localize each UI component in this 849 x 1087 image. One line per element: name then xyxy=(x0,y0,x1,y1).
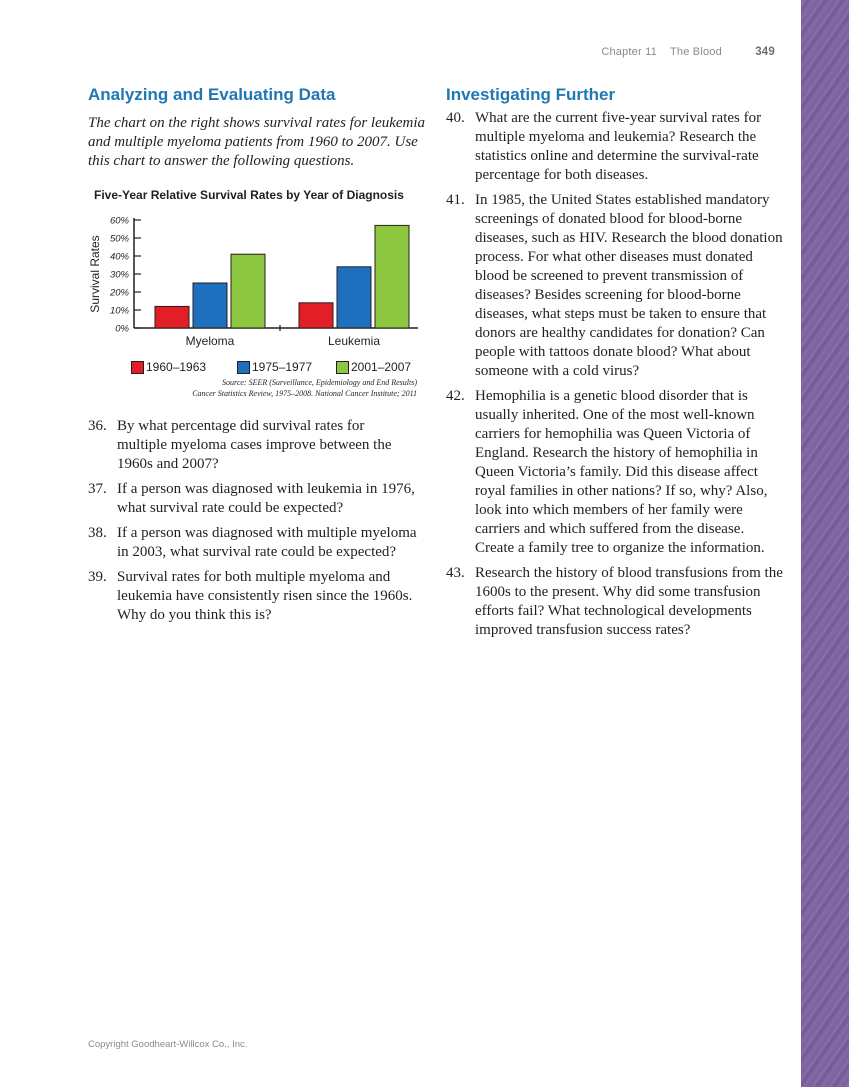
legend-item xyxy=(131,360,206,374)
right-column xyxy=(446,84,786,106)
bar-leukemia-1 xyxy=(337,267,371,328)
bar-myeloma-0 xyxy=(155,306,189,328)
question-number: 38. xyxy=(88,525,107,541)
legend-swatch xyxy=(237,361,250,374)
source-line: Cancer Statistics Review, 1975–2008. National Cancer Institute; 2011 xyxy=(192,389,417,398)
question-text: What are the current five-year survival rates for multiple myeloma and leukemia? Research the statistics online and determine the survival-rate percentage for both diseases. xyxy=(475,110,762,183)
source-line: Source: SEER (Surveillance, Epidemiology and End Results) xyxy=(222,378,417,387)
legend-item xyxy=(336,360,411,374)
legend-swatch xyxy=(131,361,144,374)
survival-rate-chart xyxy=(88,188,423,398)
chart-source xyxy=(87,377,417,399)
intro-paragraph: The chart on the right shows survival rates for leukemia and multiple myeloma patients from 1960 to 2007. Use this chart to answer the following questions. xyxy=(88,115,426,169)
y-tick-label: 60% xyxy=(109,215,129,227)
x-category-label: Leukemia xyxy=(327,334,381,348)
legend-label: 2001–2007 xyxy=(351,360,412,374)
x-category-label: Myeloma xyxy=(185,334,235,348)
legend-label: 1960–1963 xyxy=(146,360,207,374)
y-tick-label: 20% xyxy=(109,287,129,299)
chart-title: Five-Year Relative Survival Rates by Year of Diagnosis xyxy=(94,188,404,202)
y-tick-label: 30% xyxy=(109,269,129,281)
question-item xyxy=(88,417,418,474)
question-number: 43. xyxy=(446,565,465,581)
question-number: 36. xyxy=(88,418,107,434)
question-number: 37. xyxy=(88,481,107,497)
question-text: If a person was diagnosed with leukemia in 1976, what survival rate could be expected? xyxy=(117,481,415,516)
question-number: 41. xyxy=(446,192,465,208)
chart-legend xyxy=(131,360,421,376)
question-item xyxy=(88,568,418,625)
y-tick-label: 10% xyxy=(109,305,129,317)
question-number: 39. xyxy=(88,569,107,585)
page-number: 349 xyxy=(755,46,775,58)
question-text: In 1985, the United States established mandatory screenings of donated blood for blood-borne diseases, such as HIV. Research the blood donation process. For what other diseases must donated blood be screened to prevent transmission of diseases? Besides screening for blood-borne diseases, what steps must be taken to ensure that donors are healthy candidates for donation? Can people with tattoos donate blood? What about someone with a cold virus? xyxy=(475,192,783,379)
legend-swatch xyxy=(336,361,349,374)
chapter-title: The Blood xyxy=(669,46,722,58)
legend-label: 1975–1977 xyxy=(252,360,313,374)
bar-leukemia-2 xyxy=(375,225,409,328)
copyright-footer: Copyright Goodheart-Willcox Co., Inc. xyxy=(88,1039,248,1050)
bar-leukemia-0 xyxy=(299,303,333,328)
left-questions xyxy=(88,417,418,631)
question-item xyxy=(446,191,786,381)
question-item xyxy=(88,524,418,562)
question-text: Survival rates for both multiple myeloma and leukemia have consistently risen since the 1960s. Why do you think this is? xyxy=(117,569,413,623)
question-text: By what percentage did survival rates for multiple myeloma cases improve between the 1960s and 2007? xyxy=(117,418,392,472)
question-item xyxy=(446,387,786,558)
running-header xyxy=(601,46,775,58)
y-tick-label: 50% xyxy=(109,233,129,245)
y-tick-label: 40% xyxy=(109,251,129,263)
left-heading: Analyzing and Evaluating Data xyxy=(88,85,336,104)
bar-myeloma-2 xyxy=(231,254,265,328)
chapter-label: Chapter 11 xyxy=(601,46,657,58)
question-item xyxy=(446,564,786,640)
right-heading: Investigating Further xyxy=(446,85,616,104)
y-tick-label: 0% xyxy=(115,323,129,335)
bar-myeloma-1 xyxy=(193,283,227,328)
question-item xyxy=(88,480,418,518)
question-number: 40. xyxy=(446,110,465,126)
question-text: Hemophilia is a genetic blood disorder that is usually inherited. One of the most well-known carriers for hemophilia was Queen Victoria of England. Research the history of hemophilia in Queen Victoria’s family. Did this disease affect royal families in other nations? If so, why? Also, look into which members of her family were carriers and which suffered from the disease. Create a family tree to organize the information. xyxy=(475,388,768,556)
decorative-side-strip xyxy=(801,0,849,1087)
chart-plot xyxy=(88,188,423,360)
question-text: Research the history of blood transfusions from the 1600s to the present. Why did some transfusion efforts fail? What technological developments improved transfusion success rates? xyxy=(475,565,783,638)
y-axis-label: Survival Rates xyxy=(88,235,102,313)
question-item xyxy=(446,109,786,185)
question-text: If a person was diagnosed with multiple myeloma in 2003, what survival rate could be expected? xyxy=(117,525,417,560)
question-number: 42. xyxy=(446,388,465,404)
left-column-intro xyxy=(88,84,428,171)
right-questions xyxy=(446,109,786,646)
legend-item xyxy=(237,360,312,374)
